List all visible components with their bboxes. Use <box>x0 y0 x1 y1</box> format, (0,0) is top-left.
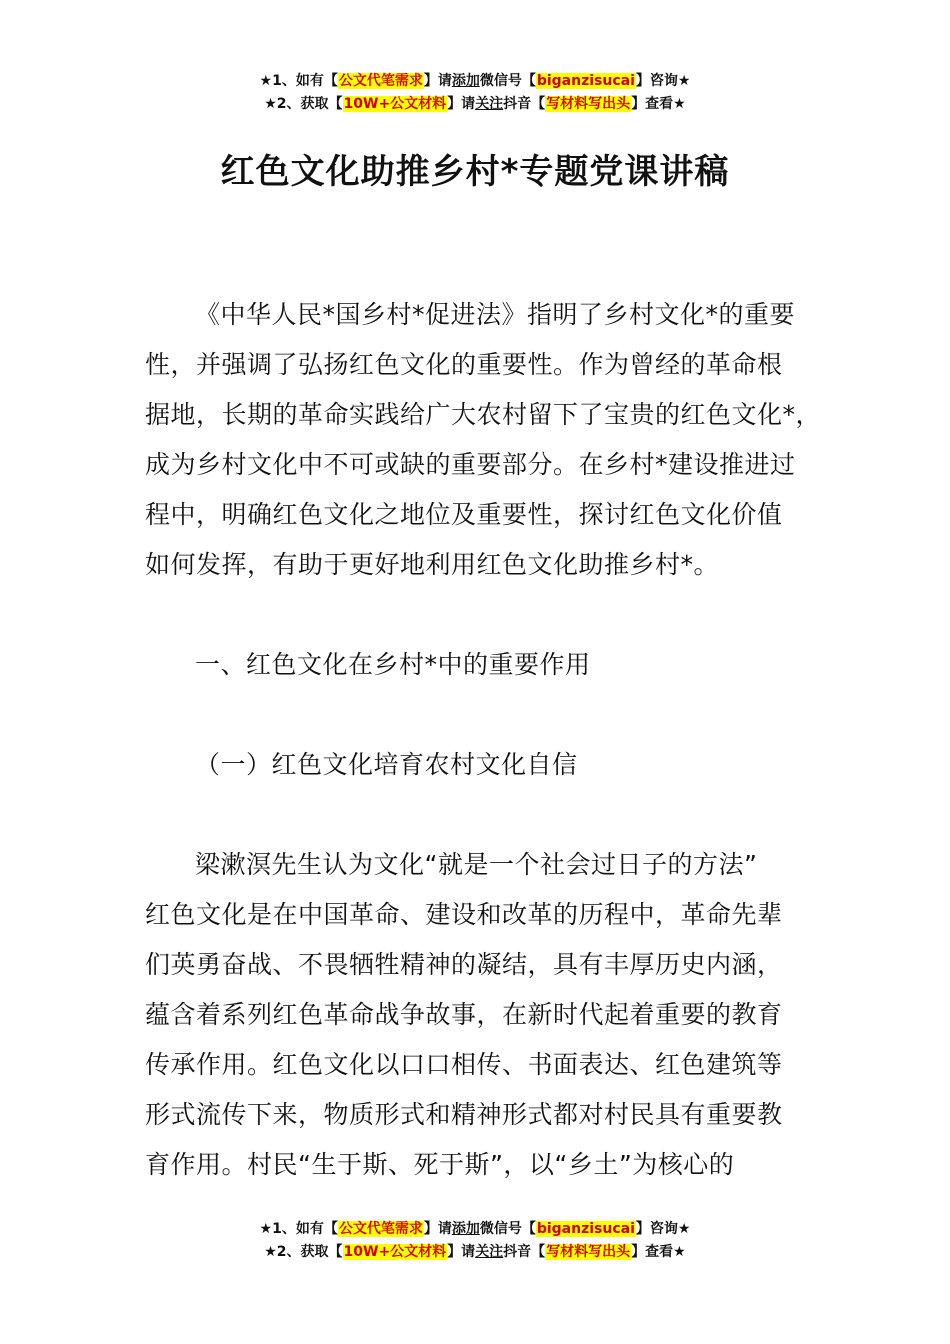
text-line: 如何发挥，有助于更好地利用红色文化助推乡村*。 <box>145 550 720 579</box>
text-line: 成为乡村文化中不可或缺的重要部分。在乡村*建设推进过 <box>145 450 796 479</box>
banner-text: 微信号【 <box>479 1221 536 1237</box>
banner-text: 】请 <box>447 1244 476 1260</box>
text-line: 形式流传下来，物质形式和精神形式都对村民具有重要教 <box>145 1100 783 1129</box>
banner-highlight: biganzisucai <box>536 73 635 89</box>
banner-line-1 <box>0 70 950 93</box>
banner-text: 抖音【 <box>503 1244 546 1260</box>
banner-line-1 <box>0 1218 950 1241</box>
text-line: 传承作用。红色文化以口口相传、书面表达、红色建筑等 <box>145 1050 783 1079</box>
banner-text: ★1、如有【 <box>259 1221 338 1237</box>
banner-text: ★1、如有【 <box>259 73 338 89</box>
subsection-heading: （一）红色文化培育农村文化自信 <box>195 750 578 779</box>
text-line: 性，并强调了弘扬红色文化的重要性。作为曾经的革命根 <box>145 350 783 379</box>
banner-text: 】请 <box>447 96 476 112</box>
document-body <box>145 290 825 1190</box>
banner-text: 】咨询★ <box>635 73 691 89</box>
banner-underline: 关注 <box>475 1244 504 1260</box>
banner-text: 】查看★ <box>631 1244 686 1260</box>
text-line: 育作用。村民“生于斯、死于斯”，以“乡土”为核心的 <box>145 1150 735 1179</box>
banner-text: ★2、获取【 <box>264 96 343 112</box>
banner-highlight: 写材料写出头 <box>546 1244 631 1260</box>
banner-text: 微信号【 <box>479 73 536 89</box>
banner-highlight: 10W+公文材料 <box>343 1244 447 1260</box>
banner-text: 】请 <box>423 73 452 89</box>
section-heading: 一、红色文化在乡村*中的重要作用 <box>195 650 591 679</box>
text-line: 《中华人民*国乡村*促进法》指明了乡村文化*的重要 <box>195 300 796 329</box>
banner-highlight: 10W+公文材料 <box>343 96 447 112</box>
banner-underline: 关注 <box>475 96 504 112</box>
text-line: 据地，长期的革命实践给广大农村留下了宝贵的红色文化*， <box>145 400 822 429</box>
banner-text: 】请 <box>423 1221 452 1237</box>
banner-highlight: 公文代笔需求 <box>338 1221 423 1237</box>
footer-banner <box>0 1218 950 1264</box>
banner-underline: 添加 <box>451 1221 480 1237</box>
document-title: 红色文化助推乡村*专题党课讲稿 <box>220 152 730 192</box>
banner-text: 】咨询★ <box>635 1221 691 1237</box>
text-line: 蕴含着系列红色革命战争故事，在新时代起着重要的教育 <box>145 1000 783 1029</box>
banner-highlight: biganzisucai <box>536 1221 635 1237</box>
banner-line-2 <box>0 1241 950 1264</box>
banner-highlight: 写材料写出头 <box>546 96 631 112</box>
banner-text: ★2、获取【 <box>264 1244 343 1260</box>
header-banner <box>0 70 950 116</box>
intro-paragraph <box>145 290 825 590</box>
banner-text: 】查看★ <box>631 96 686 112</box>
text-line: 程中，明确红色文化之地位及重要性，探讨红色文化价值 <box>145 500 783 529</box>
banner-highlight: 公文代笔需求 <box>338 73 423 89</box>
text-line: 梁漱溟先生认为文化“就是一个社会过日子的方法” <box>195 850 758 879</box>
banner-line-2 <box>0 93 950 116</box>
text-line: 红色文化是在中国革命、建设和改革的历程中，革命先辈 <box>145 900 783 929</box>
banner-text: 抖音【 <box>503 96 546 112</box>
text-line: 们英勇奋战、不畏牺牲精神的凝结，具有丰厚历史内涵， <box>145 950 783 979</box>
banner-underline: 添加 <box>451 73 480 89</box>
body-paragraph <box>145 840 825 1190</box>
